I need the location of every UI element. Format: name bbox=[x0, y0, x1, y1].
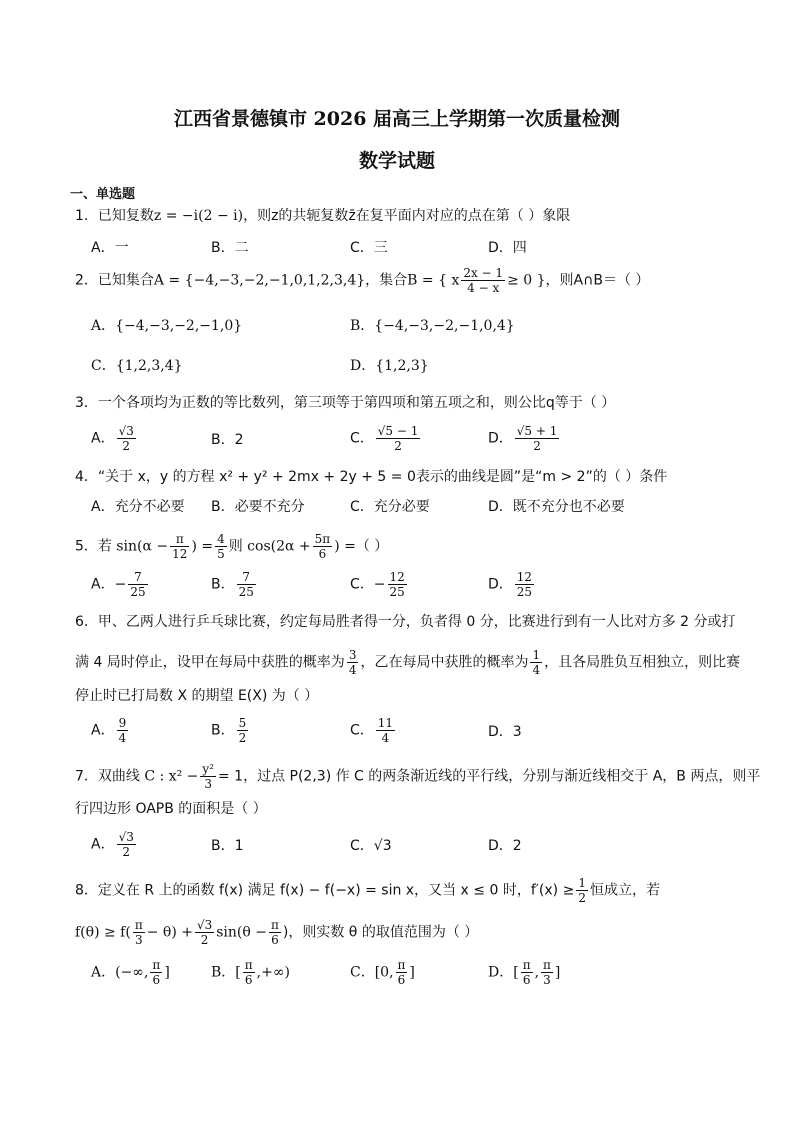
question-1-stem: 1．已知复数z = −i(2 − i)，则z的共轭复数z̄在复平面内对应的点在第（ ）象限 bbox=[75, 208, 571, 224]
q4-option-c: C．充分必要 bbox=[350, 499, 430, 515]
q7-option-d: D．2 bbox=[488, 838, 522, 854]
question-number: 8． bbox=[75, 882, 98, 899]
q8-option-b: B．[ $\frac{\pi}{6}$ ,+∞) bbox=[211, 958, 290, 987]
question-6-line-3: 停止时已打局数 X 的期望 E(X) 为（ ） bbox=[75, 688, 319, 704]
question-2-stem: 2．已知集合A = {−4,−3,−2,−1,0,1,2,3,4}，集合B = { x $\frac{2x - 1}{4 - x}$ ≥ 0 }，则A∩B＝（ ） bbox=[75, 266, 650, 295]
formula: z = −i(2 − i) bbox=[153, 208, 244, 224]
question-6-stem: 6．甲、乙两人进行乒乓球比赛，约定每局胜者得一分，负者得 0 分，比赛进行到有一人比对方多 2 分或打 bbox=[75, 614, 736, 630]
exam-subtitle: 数学试题 bbox=[358, 150, 435, 172]
question-4-stem: 4．“关于 x，y 的方程 x² + y² + 2mx + 2y + 5 = 0表示的曲线是圆”是“m > 2”的（ ）条件 bbox=[75, 469, 668, 485]
q6-option-d: D．3 bbox=[488, 724, 522, 740]
q8-option-c: C．[0, $\frac{\pi}{6}$ ] bbox=[350, 958, 415, 987]
question-7-line-2: 行四边形 OAPB 的面积是（ ） bbox=[75, 801, 267, 817]
question-number: 5． bbox=[75, 538, 98, 555]
q7-option-b: B．1 bbox=[211, 838, 244, 854]
q2-option-d: D．{1,2,3} bbox=[350, 358, 429, 374]
q5-option-a: A．− $\frac{7}{25}$ bbox=[91, 570, 146, 599]
question-number: 7． bbox=[75, 768, 98, 785]
question-number: 6． bbox=[75, 614, 98, 630]
q1-option-c: C．三 bbox=[350, 240, 388, 256]
question-6-line-2: 满 4 局时停止，设甲在每局中获胜的概率为 $\frac{3}{4}$ ，乙在每局中获胜的概率为 $\frac{1}{4}$ ，且各局胜负互相独立，则比赛 bbox=[75, 648, 741, 677]
q3-option-b: B．2 bbox=[211, 432, 244, 448]
q2-option-c: C．{1,2,3,4} bbox=[91, 358, 183, 374]
q4-option-b: B．必要不充分 bbox=[211, 499, 305, 515]
question-7-stem: 7．双曲线 C : x² − $\frac{\text{y²}}{3}$ = 1，过点 P(2,3) 作 C 的两条渐近线的平行线，分别与渐近线相交于 A，B 两点，则平 bbox=[75, 762, 761, 791]
question-8-stem: 8．定义在 R 上的函数 f(x) 满足 f(x) − f(−x) = sin x，又当 x ≤ 0 时，f′(x) ≥ $\frac{1}{2}$ 恒成立，若 bbox=[75, 876, 660, 905]
exam-title: 江西省景德镇市 2026 届高三上学期第一次质量检测 bbox=[173, 108, 621, 130]
set-a: A = {−4,−3,−2,−1,0,1,2,3,4} bbox=[153, 272, 366, 289]
q6-option-c: C． $\frac{11}{4}$ bbox=[350, 716, 394, 745]
q6-option-b: B． $\frac{5}{2}$ bbox=[211, 716, 247, 745]
q3-option-a: A． $\frac{√3}{2}$ bbox=[91, 424, 134, 453]
q8-option-d: D．[ $\frac{\pi}{6}$ , $\frac{\pi}{3}$ ] bbox=[488, 958, 561, 987]
q1-option-b: B．二 bbox=[211, 240, 249, 256]
q2-option-b: B．{−4,−3,−2,−1,0,4} bbox=[350, 318, 515, 334]
fraction: $\frac{2x - 1}{4 - x}$ bbox=[463, 266, 504, 295]
q7-option-c: C．√3 bbox=[350, 838, 392, 854]
q4-option-a: A．充分不必要 bbox=[91, 499, 185, 515]
q2-option-a: A．{−4,−3,−2,−1,0} bbox=[91, 318, 243, 334]
q7-option-a: A． $\frac{√3}{2}$ bbox=[91, 830, 134, 859]
question-8-line-2: f(θ) ≥ f( $\frac{\pi}{3}$ − θ) + $\frac{√3}{2}$ sin(θ − $\frac{\pi}{6}$ )，则实数 θ 的取值范围为（ ） bbox=[75, 918, 479, 947]
question-number: 1． bbox=[75, 208, 98, 224]
q3-option-c: C． $\frac{√5 - 1}{2}$ bbox=[350, 424, 419, 453]
section-heading: 一、单选题 bbox=[70, 187, 136, 202]
q5-option-c: C．− $\frac{12}{25}$ bbox=[350, 570, 405, 599]
q8-option-a: A．(−∞, $\frac{\pi}{6}$ ] bbox=[91, 958, 170, 987]
q3-option-d: D． $\frac{√5 + 1}{2}$ bbox=[488, 424, 558, 453]
question-number: 3． bbox=[75, 395, 98, 411]
q5-option-d: D． $\frac{12}{25}$ bbox=[488, 570, 533, 599]
q1-option-d: D．四 bbox=[488, 240, 527, 256]
question-3-stem: 3．一个各项均为正数的等比数列，第三项等于第四项和第五项之和，则公比q等于（ ） bbox=[75, 395, 616, 411]
q1-option-a: A．一 bbox=[91, 240, 129, 256]
q5-option-b: B． $\frac{7}{25}$ bbox=[211, 570, 254, 599]
question-number: 4． bbox=[75, 469, 98, 485]
question-number: 2． bbox=[75, 272, 98, 289]
q4-option-d: D．既不充分也不必要 bbox=[488, 499, 625, 515]
q6-option-a: A． $\frac{9}{4}$ bbox=[91, 716, 127, 745]
question-5-stem: 5．若 sin(α − $\frac{\pi}{12}$ ) = $\frac{4}{5}$ 则 cos(2α + $\frac{5\pi}{6}$ ) =（ ） bbox=[75, 532, 389, 561]
